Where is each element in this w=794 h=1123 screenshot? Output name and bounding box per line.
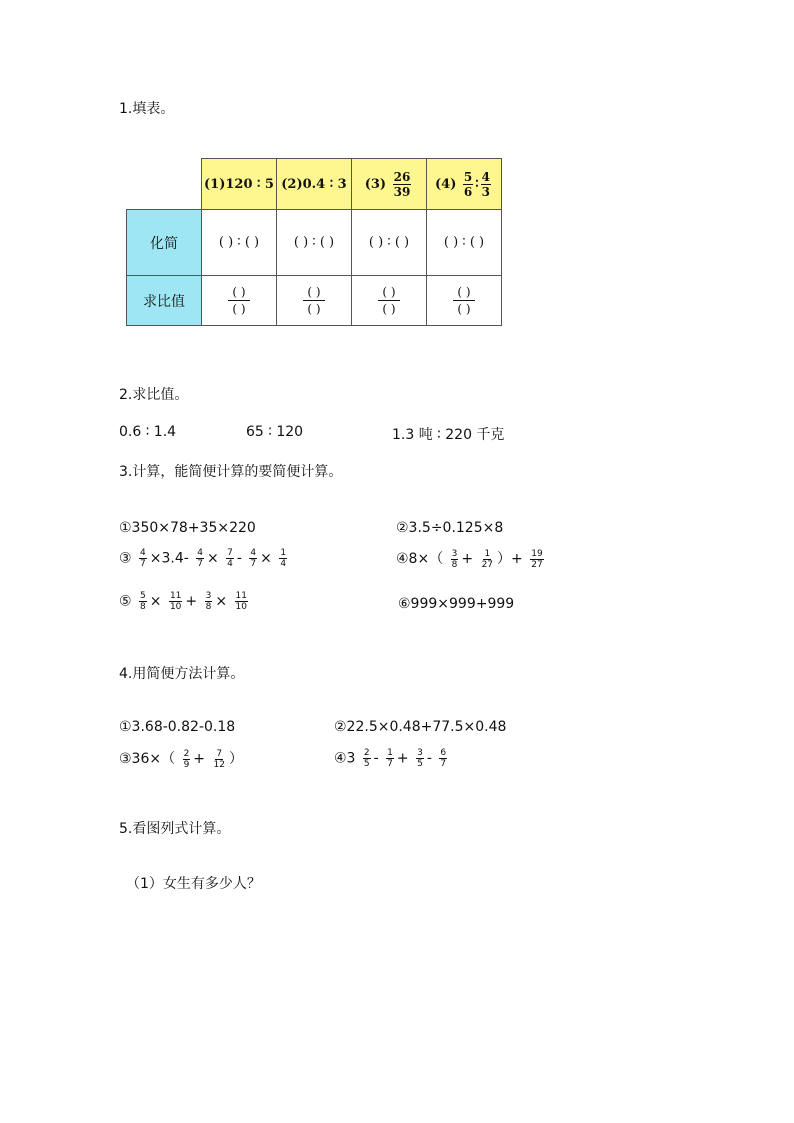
value-cell-1[interactable]: $\frac{( )}{( )}$ [202, 276, 277, 326]
q3-item-4: ④8×（ $\frac{3}{8}$ + $\frac{1}{27}$ ）+ $\frac{19}{27}$ [396, 548, 543, 570]
q2-title: 2.求比值。 [119, 387, 189, 403]
q2-item-3: 1.3 吨 ∶ 220 千克 [392, 427, 505, 443]
table-header-4: (4) $\frac{5}{6}$ ∶ $\frac{4}{3}$ [427, 159, 502, 210]
simplify-cell-3[interactable]: ( ) ∶ ( ) [352, 210, 427, 276]
table-header-1: (1)120 ∶ 5 [202, 159, 277, 210]
q1-title: 1.填表。 [119, 101, 175, 117]
table-header-2: (2)0.4 ∶ 3 [277, 159, 352, 210]
q3-item-6: ⑥999×999+999 [398, 596, 515, 612]
q3-title: 3.计算，能简便计算的要简便计算。 [119, 464, 343, 480]
row-label-simplify: 化简 [127, 210, 202, 276]
q3-item-3: ③ $\frac{4}{7}$ ×3.4- $\frac{4}{7}$ × $\frac{7}{4}$ - $\frac{4}{7}$ × $\frac{1}{4}$ [119, 548, 287, 569]
row-label-ratio-value: 求比值 [127, 276, 202, 326]
q4-title: 4.用简便方法计算。 [119, 666, 245, 682]
simplify-cell-1[interactable]: ( ) ∶ ( ) [202, 210, 277, 276]
value-cell-2[interactable]: $\frac{( )}{( )}$ [277, 276, 352, 326]
q4-item-1: ①3.68-0.82-0.18 [119, 719, 236, 735]
simplify-cell-4[interactable]: ( ) ∶ ( ) [427, 210, 502, 276]
q5-sub-1: （1）女生有多少人？ [126, 876, 261, 892]
simplify-cell-2[interactable]: ( ) ∶ ( ) [277, 210, 352, 276]
q4-item-3: ③36×（ $\frac{2}{9}$ + $\frac{7}{12}$ ） [119, 748, 243, 770]
q2-item-2: 65 ∶ 120 [246, 424, 304, 440]
q3-item-1: ①350×78+35×220 [119, 520, 256, 536]
value-cell-4[interactable]: $\frac{( )}{( )}$ [427, 276, 502, 326]
table-corner [127, 159, 202, 210]
q5-title: 5.看图列式计算。 [119, 821, 231, 837]
fill-table [126, 158, 502, 326]
table-header-3: (3) $\frac{26}{39}$ [352, 159, 427, 210]
q2-item-1: 0.6 ∶ 1.4 [119, 424, 177, 440]
q3-item-2: ②3.5÷0.125×8 [396, 520, 504, 536]
q4-item-4: ④3 $\frac{2}{5}$ - $\frac{1}{7}$ + $\frac{3}{5}$ - $\frac{6}{7}$ [334, 748, 447, 769]
q4-item-2: ②22.5×0.48+77.5×0.48 [334, 719, 507, 735]
q3-item-5: ⑤ $\frac{5}{8}$ × $\frac{11}{10}$ + $\frac{3}{8}$ × $\frac{11}{10}$ [119, 591, 247, 612]
value-cell-3[interactable]: $\frac{( )}{( )}$ [352, 276, 427, 326]
